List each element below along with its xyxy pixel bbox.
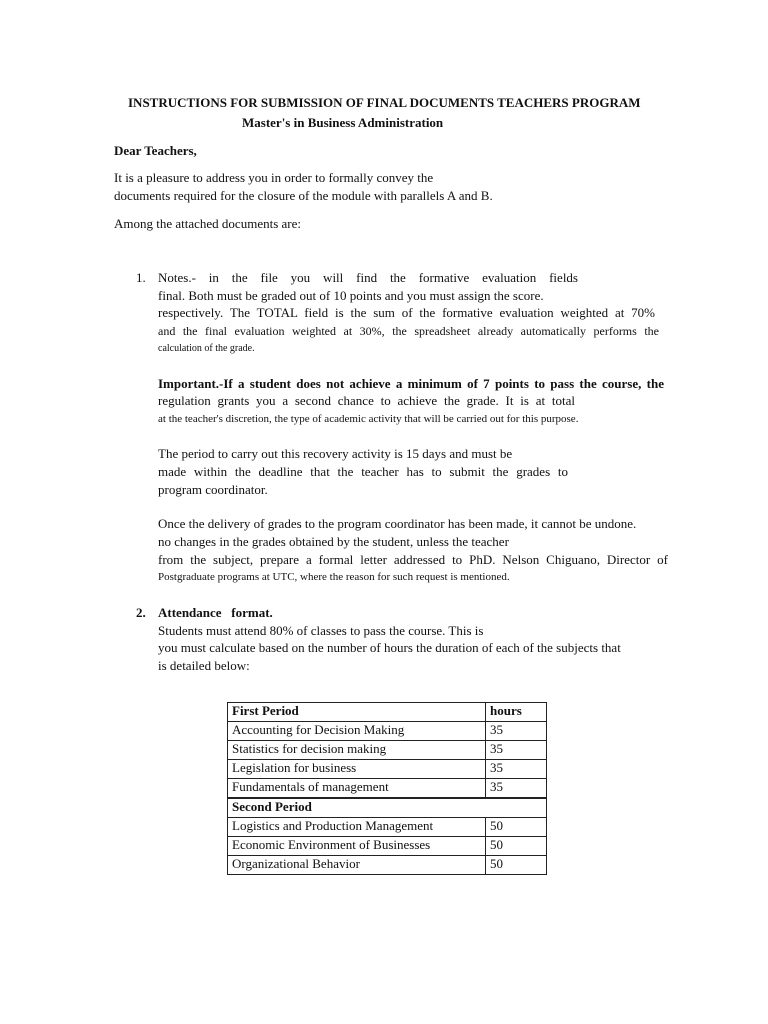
item-1-line: and the final evaluation weighted at 30%, the spreadsheet already automatically performs the [158,324,659,338]
item-1-number: 1. [136,270,146,285]
period-line: The period to carry out this recovery activity is 15 days and must be [158,446,513,461]
second-period-header: Second Period [228,798,547,818]
table-row [228,760,547,779]
hours-cell: 50 [486,818,547,837]
item-2-number: 2. [136,605,146,620]
first-period-header: First Period [228,703,486,722]
table-header-row [228,703,547,722]
table-row [228,741,547,760]
table-row [228,722,547,741]
document-title: INSTRUCTIONS FOR SUBMISSION OF FINAL DOCUMENTS TEACHERS PROGRAM [128,95,641,110]
hours-header: hours [486,703,547,722]
period-line: made within the deadline that the teacher has to submit the grades to [158,464,568,479]
important-line: at the teacher's discretion, the type of academic activity that will be carried out for this purpose. [158,413,579,425]
item-1-line: final. Both must be graded out of 10 points and you must assign the score. [158,288,544,303]
intro-line: It is a pleasure to address you in order to formally convey the [114,170,434,185]
salutation: Dear Teachers, [114,143,197,158]
delivery-line: from the subject, prepare a formal letter addressed to PhD. Nelson Chiguano, Director of [158,552,668,567]
item-1-line: respectively. The TOTAL field is the sum of the formative evaluation weighted at 70% [158,305,655,320]
hours-cell: 50 [486,837,547,856]
period-line: program coordinator. [158,482,268,497]
hours-table [227,702,547,875]
item-2-line: you must calculate based on the number of hours the duration of each of the subjects that [158,640,621,655]
subject-cell: Organizational Behavior [228,856,486,875]
subject-cell: Statistics for decision making [228,741,486,760]
hours-cell: 35 [486,760,547,779]
subject-cell: Logistics and Production Management [228,818,486,837]
item-2-line: Students must attend 80% of classes to pass the course. This is [158,623,484,638]
second-period-row [228,798,547,818]
document-subtitle: Master's in Business Administration [242,115,444,130]
hours-cell: 50 [486,856,547,875]
intro-line: documents required for the closure of the module with parallels A and B. [114,188,493,203]
delivery-line: Once the delivery of grades to the program coordinator has been made, it cannot be undone. [158,516,637,531]
attached-intro: Among the attached documents are: [114,216,301,231]
table-row [228,779,547,799]
subject-cell: Fundamentals of management [228,779,486,799]
hours-cell: 35 [486,722,547,741]
hours-cell: 35 [486,741,547,760]
subject-cell: Accounting for Decision Making [228,722,486,741]
subject-cell: Legislation for business [228,760,486,779]
item-1-line: Notes.- in the file you will find the formative evaluation fields [158,270,578,285]
important-line: regulation grants you a second chance to achieve the grade. It is at total [158,393,575,408]
important-line: Important.-If a student does not achieve a minimum of 7 points to pass the course, the [158,376,664,391]
delivery-line: Postgraduate programs at UTC, where the reason for such request is mentioned. [158,571,510,583]
subject-cell: Economic Environment of Businesses [228,837,486,856]
item-2-heading: Attendance format. [158,605,273,620]
item-2-line: is detailed below: [158,658,250,673]
table-row [228,856,547,875]
table-row [228,837,547,856]
hours-cell: 35 [486,779,547,799]
item-1-line: calculation of the grade. [158,343,255,354]
delivery-line: no changes in the grades obtained by the student, unless the teacher [158,534,509,549]
table-row [228,818,547,837]
